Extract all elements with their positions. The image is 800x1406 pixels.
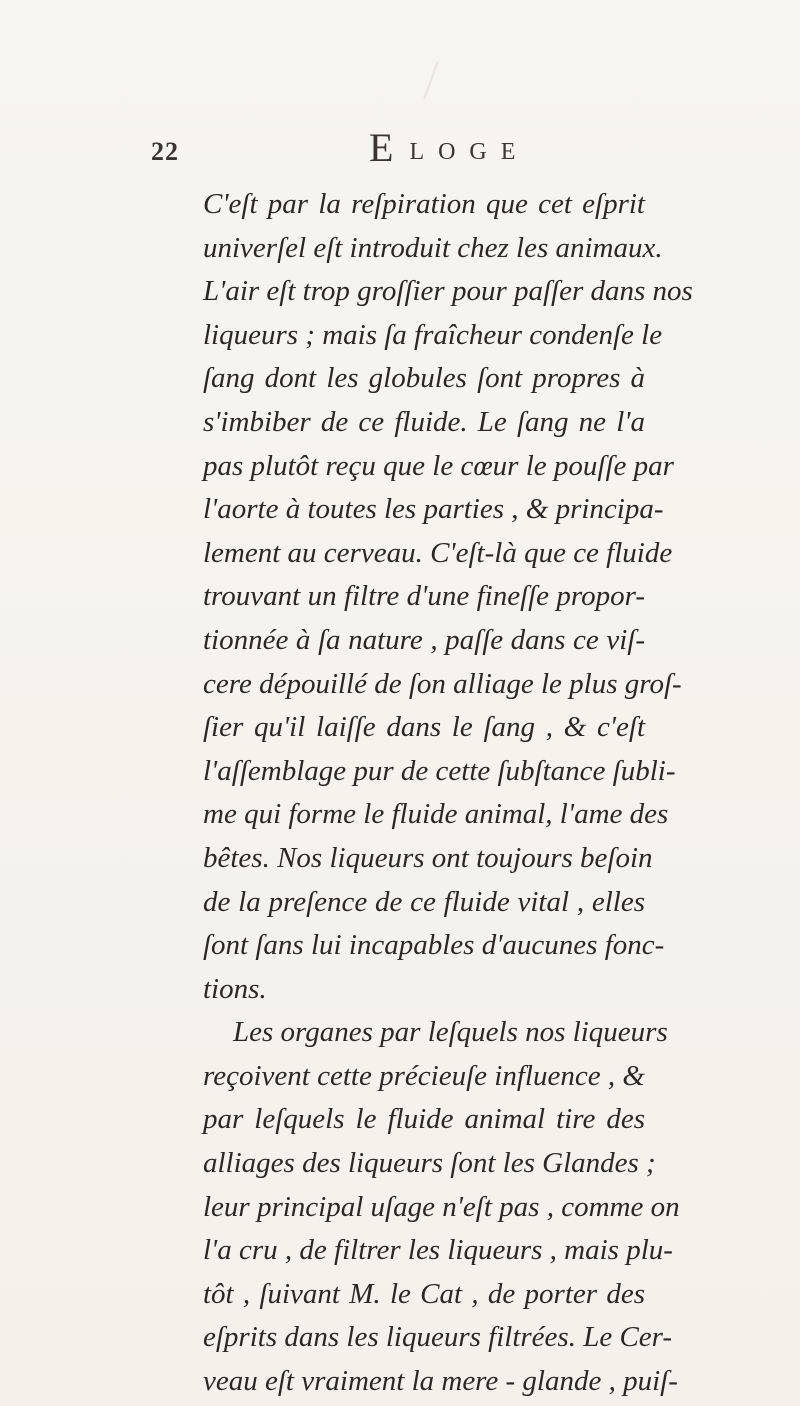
- text-line: ſang dont les globules ſont propres à: [203, 362, 645, 395]
- text-line: ſont ſans lui incapables d'aucunes fonc-: [203, 929, 665, 962]
- text-line: par leſquels le fluide animal tire des: [203, 1103, 645, 1136]
- paper-mark: [423, 61, 439, 99]
- running-head-initial: E: [369, 125, 410, 170]
- text-line: Les organes par leſquels nos liqueurs: [233, 1016, 668, 1049]
- text-line: cere dépouillé de ſon alliage le plus groſ-: [203, 667, 682, 700]
- running-head-rest: LOGE: [409, 139, 530, 165]
- text-line: de la preſence de ce fluide vital , elles: [203, 885, 645, 918]
- text-line: tions.: [203, 972, 267, 1005]
- page-header: [0, 125, 800, 178]
- text-line: univerſel eſt introduit chez les animaux.: [203, 231, 663, 264]
- text-line: me qui forme le fluide animal, l'ame des: [203, 798, 669, 831]
- text-line: bêtes. Nos liqueurs ont toujours beſoin: [203, 841, 653, 874]
- text-line: ſier qu'il laiſſe dans le ſang , & c'eſt: [203, 711, 645, 744]
- body-text: [203, 183, 693, 1404]
- text-line: veau eſt vraiment la mere - glande , puiſ-: [203, 1365, 678, 1398]
- text-line: C'eſt par la reſpiration que cet eſprit: [203, 188, 645, 220]
- text-line: lement au cerveau. C'eſt-là que ce fluide: [203, 536, 673, 569]
- text-line: l'a cru , de filtrer les liqueurs , mais plu-: [203, 1234, 673, 1267]
- text-line: l'aſſemblage pur de cette ſubſtance ſubli-: [203, 754, 676, 787]
- page-number: 22: [151, 137, 179, 166]
- text-line: tôt , ſuivant M. le Cat , de porter des: [203, 1277, 645, 1310]
- text-line: L'air eſt trop groſſier pour paſſer dans nos: [203, 275, 693, 308]
- text-line: pas plutôt reçu que le cœur le pouſſe par: [203, 449, 674, 482]
- text-line: eſprits dans les liqueurs filtrées. Le Cer-: [203, 1321, 673, 1354]
- text-line: leur principal uſage n'eſt pas , comme on: [203, 1190, 680, 1223]
- text-line: alliages des liqueurs ſont les Glandes ;: [203, 1147, 656, 1180]
- running-head: [369, 125, 530, 170]
- text-line: tionnée à ſa nature , paſſe dans ce viſ-: [203, 623, 645, 656]
- text-line: s'imbiber de ce fluide. Le ſang ne l'a: [203, 405, 645, 438]
- text-line: l'aorte à toutes les parties , & principa-: [203, 493, 664, 526]
- text-line: reçoivent cette précieuſe influence , &: [203, 1059, 645, 1092]
- text-line: trouvant un filtre d'une fineſſe propor-: [203, 580, 645, 613]
- text-line: liqueurs ; mais ſa fraîcheur condenſe le: [203, 318, 663, 351]
